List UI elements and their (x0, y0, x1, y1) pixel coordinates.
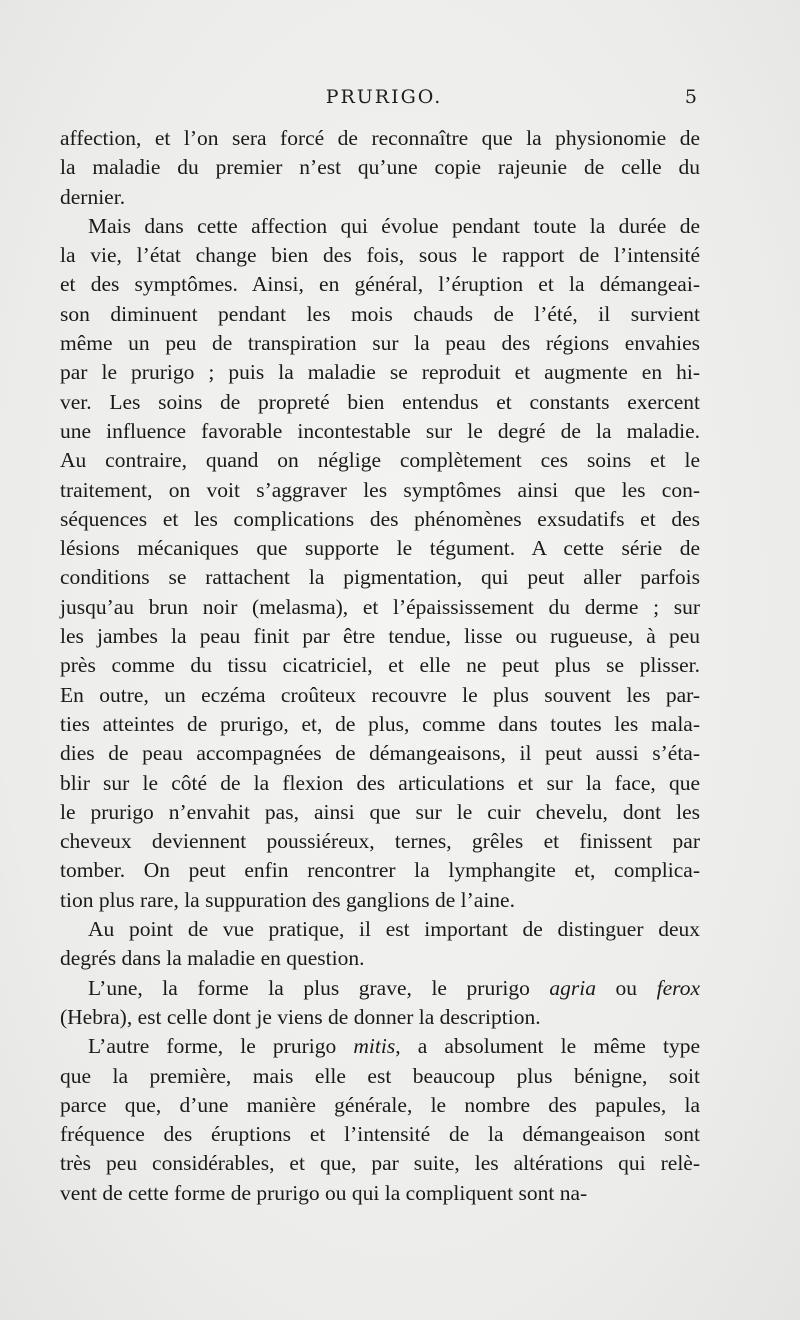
text-line: séquences et les complications des phénomènes exsudatifs et des (60, 506, 700, 531)
text-line: ver. Les soins de propreté bien entendus et constants exercent (60, 389, 700, 414)
text-line: conditions se rattachent la pigmentation, qui peut aller parfois (60, 565, 700, 590)
text-line: très peu considérables, et que, par suite, les altérations qui relè- (60, 1151, 700, 1176)
text-line: En outre, un eczéma croûteux recouvre le plus souvent les par- (60, 682, 700, 707)
text-line: les jambes la peau finit par être tendue, lisse ou rugueuse, à peu (60, 624, 700, 649)
text-line: dies de peau accompagnées de démangeaisons, il peut aussi s’éta- (60, 741, 700, 766)
text-line: tion plus rare, la suppuration des ganglions de l’aine. (60, 887, 515, 912)
page-number: 5 (684, 86, 697, 108)
paragraph-3 (60, 915, 700, 974)
text-line: que la première, mais elle est beaucoup plus bénigne, soit (60, 1063, 700, 1088)
italic-term: ferox (656, 975, 701, 1000)
text-line: (Hebra), est celle dont je viens de donner la description. (60, 1004, 541, 1029)
text-line: Mais dans cette affection qui évolue pendant toute la durée de (88, 213, 700, 238)
text-line: une influence favorable incontestable sur le degré de la maladie. (60, 418, 700, 443)
paragraph-1 (60, 124, 700, 212)
text-line: vent de cette forme de prurigo ou qui la compliquent sont na- (60, 1180, 588, 1205)
italic-term: mitis (353, 1034, 396, 1059)
text-line: L’autre forme, le prurigo mitis, a absolument le même type (88, 1034, 701, 1059)
text-line: ties atteintes de prurigo, et, de plus, comme dans toutes les mala- (60, 711, 700, 736)
text-line: blir sur le côté de la flexion des articulations et sur la face, que (60, 770, 700, 795)
text-line: près comme du tissu cicatriciel, et elle ne peut plus se plisser. (60, 653, 700, 678)
paragraph-5 (60, 1032, 700, 1208)
paragraph-2 (60, 212, 700, 915)
text-line: Au contraire, quand on néglige complètement ces soins et le (60, 448, 700, 473)
text-line: fréquence des éruptions et l’intensité de la démangeaison sont (60, 1122, 700, 1147)
text-line: parce que, d’une manière générale, le nombre des papules, la (60, 1092, 700, 1117)
text-line: jusqu’au brun noir (melasma), et l’épaississement du derme ; sur (60, 594, 700, 619)
text-line: lésions mécaniques que supporte le tégument. A cette série de (60, 536, 700, 561)
text-line: Au point de vue pratique, il est important de distinguer deux (88, 917, 700, 942)
body-text (60, 124, 700, 1208)
text-line: traitement, on voit s’aggraver les symptômes ainsi que les con- (60, 477, 700, 502)
text-line: L’une, la forme la plus grave, le prurigo agria ou ferox (88, 975, 701, 1000)
text-line: son diminuent pendant les mois chauds de l’été, il survient (60, 301, 700, 326)
paragraph-4 (60, 974, 700, 1033)
text-line: dernier. (60, 184, 126, 209)
text-line: même un peu de transpiration sur la peau des régions envahies (60, 331, 700, 356)
running-title: PRURIGO. (325, 86, 443, 108)
italic-term: agria (549, 975, 596, 1000)
text-line: la maladie du premier n’est qu’une copie rajeunie de celle du (60, 155, 700, 180)
text-line: tomber. On peut enfin rencontrer la lymphangite et, complica- (60, 858, 700, 883)
text-line: affection, et l’on sera forcé de reconnaître que la physionomie de (60, 126, 700, 150)
text-line: cheveux deviennent poussiéreux, ternes, grêles et finissent par (60, 829, 700, 854)
text-line: le prurigo n’envahit pas, ainsi que sur le cuir chevelu, dont les (60, 799, 700, 824)
text-line: et des symptômes. Ainsi, en général, l’éruption et la démangeai- (60, 272, 700, 297)
text-line: par le prurigo ; puis la maladie se reproduit et augmente en hi- (60, 360, 700, 385)
running-head (0, 86, 800, 114)
text-line: la vie, l’état change bien des fois, sous le rapport de l’intensité (60, 243, 700, 268)
text-line: degrés dans la maladie en question. (60, 946, 365, 971)
